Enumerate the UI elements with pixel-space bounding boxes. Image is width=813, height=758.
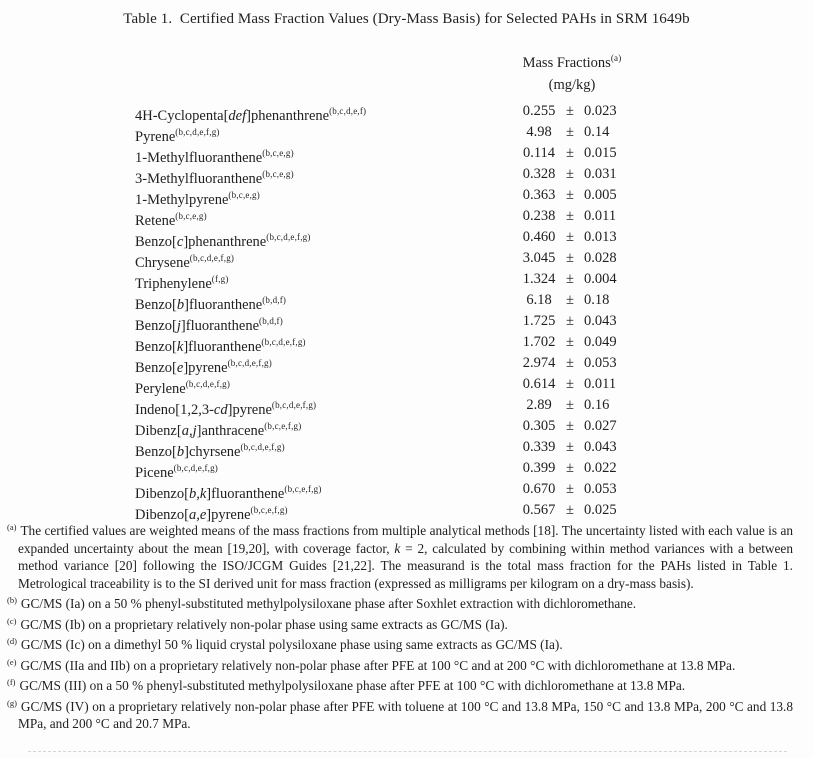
uncertainty-value: 0.004 xyxy=(584,271,617,287)
uncertainty-value: 0.043 xyxy=(584,313,617,329)
compound-name: Chrysene$^{(b,c,d,e,f,g)}$ xyxy=(135,253,235,271)
table-row xyxy=(0,479,813,500)
uncertainty-value: 0.14 xyxy=(584,124,610,140)
plus-minus-sign: ± xyxy=(566,481,574,497)
compound-name: Triphenylene$^{(f,g)}$ xyxy=(135,274,229,292)
table-row xyxy=(0,332,813,353)
compound-name: 1-Methylpyrene$^{(b,c,e,g)}$ xyxy=(135,190,260,208)
footnote-text: GC/MS (Ia) on a 50 % phenyl-substituted methylpolysiloxane phase after Soxhlet extraction with dichloromethane. xyxy=(20,596,637,611)
plus-minus-sign: ± xyxy=(566,145,574,161)
table-row xyxy=(0,269,813,290)
footnote xyxy=(7,695,793,733)
plus-minus-sign: ± xyxy=(566,334,574,350)
footnote-text: GC/MS (Ic) on a dimethyl 50 % liquid crystal polysiloxane phase using same extracts as GC/MS (Ia). xyxy=(20,637,563,652)
uncertainty-value: 0.031 xyxy=(584,166,617,182)
plus-minus-sign: ± xyxy=(566,502,574,518)
footnote-text: GC/MS (Ib) on a proprietary relatively non-polar phase using same extracts as GC/MS (Ia). xyxy=(20,616,508,632)
compound-footnote-refs: (b,c,e,f,g) xyxy=(264,421,302,431)
table-row xyxy=(0,374,813,395)
compound-name: Picene$^{(b,c,d,e,f,g)}$ xyxy=(135,463,218,481)
compound-name: Indeno[1,2,3-cd]pyrene$^{(b,c,d,e,f,g)}$ xyxy=(135,400,317,418)
footnote xyxy=(7,592,793,613)
uncertainty-value: 0.023 xyxy=(584,103,617,119)
footnote xyxy=(7,519,793,592)
plus-minus-sign: ± xyxy=(566,250,574,266)
compound-footnote-refs: (b,c,d,e,f,g) xyxy=(266,232,311,242)
compound-footnote-refs: (b,c,e,g) xyxy=(228,190,260,200)
footnote-marker: (a) xyxy=(7,522,17,532)
compound-name: Benzo[c]phenanthrene$^{(b,c,d,e,f,g)}$ xyxy=(135,232,311,250)
compound-name: Benzo[e]pyrene$^{(b,c,d,e,f,g)}$ xyxy=(135,358,272,376)
plus-minus-sign: ± xyxy=(566,208,574,224)
table-row xyxy=(0,311,813,332)
footnote-marker: (g) xyxy=(7,697,17,708)
compound-footnote-refs: (b,c,e,g) xyxy=(262,169,294,179)
uncertainty-value: 0.18 xyxy=(584,292,610,308)
mass-fraction-value: 1.324 xyxy=(522,271,556,287)
uncertainty-value: 0.013 xyxy=(584,229,617,245)
compound-footnote-refs: (b,c,d,e,f,g) xyxy=(261,337,306,347)
uncertainty-value: 0.049 xyxy=(584,334,617,350)
compound-footnote-refs: (b,c,e,f,g) xyxy=(250,505,288,515)
page-title: Table 1. Certified Mass Fraction Values (Dry-Mass Basis) for Selected PAHs in SRM 1649b xyxy=(123,11,690,27)
table-row xyxy=(0,458,813,479)
compound-name: Benzo[b]chyrsene$^{(b,c,d,e,f,g)}$ xyxy=(135,442,285,460)
footnote-text: GC/MS (IIa and IIb) on a proprietary relatively non-polar phase after PFE at 100 °C and at 200 °C with dichloromethane at 13.8 MPa. xyxy=(20,657,736,673)
footnote-text: GC/MS (IV) on a proprietary relatively non-polar phase after PFE with toluene at 100 °C and 13.8 MPa, 150 °C and 13.8 MPa, 200 °C and 13.8 MPa, and 200 °C and 20.7 MPa. xyxy=(18,698,793,731)
table-row xyxy=(0,290,813,311)
table-rows xyxy=(0,101,813,521)
mass-fraction-value: 0.255 xyxy=(522,103,556,119)
column-header-footnote-ref: (a) xyxy=(610,53,622,63)
compound-name: Benzo[b]fluoranthene$^{(b,d,f)}$ xyxy=(135,295,287,313)
table-row xyxy=(0,248,813,269)
compound-name: Dibenzo[a,e]pyrene$^{(b,c,e,f,g)}$ xyxy=(135,505,288,523)
table-row xyxy=(0,185,813,206)
mass-fraction-value: 6.18 xyxy=(526,292,552,308)
mass-fraction-value: 0.305 xyxy=(522,418,556,434)
uncertainty-value: 0.025 xyxy=(584,502,617,518)
compound-name: Retene$^{(b,c,e,g)}$ xyxy=(135,211,207,229)
uncertainty-value: 0.011 xyxy=(584,208,617,224)
table-row xyxy=(0,206,813,227)
uncertainty-value: 0.015 xyxy=(584,145,617,161)
mass-fraction-value: 0.567 xyxy=(522,502,556,518)
uncertainty-value: 0.022 xyxy=(584,460,617,476)
mass-fraction-value: 0.614 xyxy=(522,376,556,392)
plus-minus-sign: ± xyxy=(566,292,574,308)
table-row xyxy=(0,353,813,374)
compound-name: 4H-Cyclopenta[def]phenanthrene$^{(b,c,d,e,f)}$ xyxy=(135,106,367,124)
compound-footnote-refs: (b,c,d,e,f,g) xyxy=(189,253,235,263)
compound-footnote-refs: (b,c,e,f,g) xyxy=(284,484,322,494)
footnote-text: GC/MS (III) on a 50 % phenyl-substituted methylpolysiloxane phase after PFE at 100 °C with dichloromethane at 13.8 MPa. xyxy=(19,678,686,693)
column-header-label: Mass Fractions$^{(a)}$ xyxy=(522,53,622,71)
footnote-marker: (b) xyxy=(7,595,17,605)
plus-minus-sign: ± xyxy=(566,187,574,203)
mass-fraction-value: 2.974 xyxy=(522,355,556,371)
compound-footnote-refs: (b,c,d,e,f,g) xyxy=(227,358,272,368)
compound-name: Pyrene$^{(b,c,d,e,f,g)}$ xyxy=(135,127,220,145)
scan-artifact-line xyxy=(28,751,787,752)
footnote xyxy=(7,613,793,634)
table-row xyxy=(0,164,813,185)
plus-minus-sign: ± xyxy=(566,376,574,392)
table-row xyxy=(0,143,813,164)
compound-name: Dibenz[a,j]anthracene$^{(b,c,e,f,g)}$ xyxy=(135,421,302,439)
plus-minus-sign: ± xyxy=(566,397,574,413)
uncertainty-value: 0.16 xyxy=(584,397,610,413)
compound-name: 1-Methylfluoranthene$^{(b,c,e,g)}$ xyxy=(135,148,294,166)
mass-fraction-value: 0.670 xyxy=(522,481,556,497)
compound-name: Dibenzo[b,k]fluoranthene$^{(b,c,e,f,g)}$ xyxy=(135,484,322,502)
compound-footnote-refs: (b,c,d,e,f,g) xyxy=(271,400,317,410)
table-row xyxy=(0,437,813,458)
compound-footnote-refs: (b,c,d,e,f,g) xyxy=(173,463,218,473)
uncertainty-value: 0.027 xyxy=(584,418,617,434)
compound-name: Benzo[j]fluoranthene$^{(b,d,f)}$ xyxy=(135,316,283,334)
compound-footnote-refs: (b,d,f) xyxy=(259,316,283,326)
mass-fraction-value: 1.725 xyxy=(522,313,556,329)
compound-footnote-refs: (f,g) xyxy=(211,274,229,284)
footnote-marker: (c) xyxy=(7,615,17,626)
plus-minus-sign: ± xyxy=(566,418,574,434)
table-row xyxy=(0,101,813,122)
plus-minus-sign: ± xyxy=(566,166,574,182)
table-row xyxy=(0,227,813,248)
plus-minus-sign: ± xyxy=(566,271,574,287)
footnote-text: The certified values are weighted means of the mass fractions from multiple analytical methods [18]. The uncertainty listed with each value is an expanded uncertainty about the mean [19,20], with coverage factor, k = 2, calculated by combining within method variances with a between method variance [20] following the ISO/JCGM Guides [21,22]. The measurand is the total mass fraction for the PAHs listed in Table 1. Metrological traceability is to the SI derived unit for mass fraction (expressed as milligrams per kilogram on a dry-mass basis). xyxy=(18,523,793,591)
plus-minus-sign: ± xyxy=(566,460,574,476)
footnote-marker: (e) xyxy=(7,656,17,667)
footnote-marker: (f) xyxy=(7,677,16,687)
table-row xyxy=(0,416,813,437)
column-header xyxy=(496,47,648,96)
mass-fraction-value: 0.460 xyxy=(522,229,556,245)
mass-fraction-value: 0.399 xyxy=(522,460,556,476)
table-row xyxy=(0,122,813,143)
plus-minus-sign: ± xyxy=(566,124,574,140)
compound-footnote-refs: (b,c,d,e,f) xyxy=(329,106,367,116)
mass-fraction-value: 3.045 xyxy=(522,250,556,266)
compound-footnote-refs: (b,c,e,g) xyxy=(175,211,207,221)
compound-footnote-refs: (b,d,f) xyxy=(262,295,287,305)
mass-fraction-value: 0.363 xyxy=(522,187,556,203)
plus-minus-sign: ± xyxy=(566,103,574,119)
mass-fraction-value: 1.702 xyxy=(522,334,556,350)
mass-fraction-value: 4.98 xyxy=(526,124,552,140)
footnote xyxy=(7,654,793,675)
plus-minus-sign: ± xyxy=(566,355,574,371)
compound-footnote-refs: (b,c,d,e,f,g) xyxy=(240,442,285,452)
plus-minus-sign: ± xyxy=(566,313,574,329)
column-header-unit: (mg/kg) xyxy=(548,77,596,93)
compound-name: Benzo[k]fluoranthene$^{(b,c,d,e,f,g)}$ xyxy=(135,337,306,355)
plus-minus-sign: ± xyxy=(566,229,574,245)
table-row xyxy=(0,500,813,521)
compound-name: Perylene$^{(b,c,d,e,f,g)}$ xyxy=(135,379,231,397)
uncertainty-value: 0.053 xyxy=(584,481,617,497)
uncertainty-value: 0.053 xyxy=(584,355,617,371)
footnote-marker: (d) xyxy=(7,636,17,646)
uncertainty-value: 0.028 xyxy=(584,250,617,266)
compound-footnote-refs: (b,c,e,g) xyxy=(262,148,294,158)
plus-minus-sign: ± xyxy=(566,439,574,455)
uncertainty-value: 0.043 xyxy=(584,439,617,455)
mass-fraction-value: 0.339 xyxy=(522,439,556,455)
footnote xyxy=(7,674,793,695)
mass-fraction-value: 0.238 xyxy=(522,208,556,224)
mass-fraction-value: 0.114 xyxy=(522,145,556,161)
compound-footnote-refs: (b,c,d,e,f,g) xyxy=(175,127,220,137)
table-row xyxy=(0,395,813,416)
compound-footnote-refs: (b,c,d,e,f,g) xyxy=(185,379,231,389)
footnote xyxy=(7,633,793,654)
uncertainty-value: 0.005 xyxy=(584,187,617,203)
compound-name: 3-Methylfluoranthene$^{(b,c,e,g)}$ xyxy=(135,169,294,187)
mass-fraction-value: 2.89 xyxy=(526,397,552,413)
footnotes xyxy=(7,519,793,733)
uncertainty-value: 0.011 xyxy=(584,376,617,392)
mass-fraction-value: 0.328 xyxy=(522,166,556,182)
